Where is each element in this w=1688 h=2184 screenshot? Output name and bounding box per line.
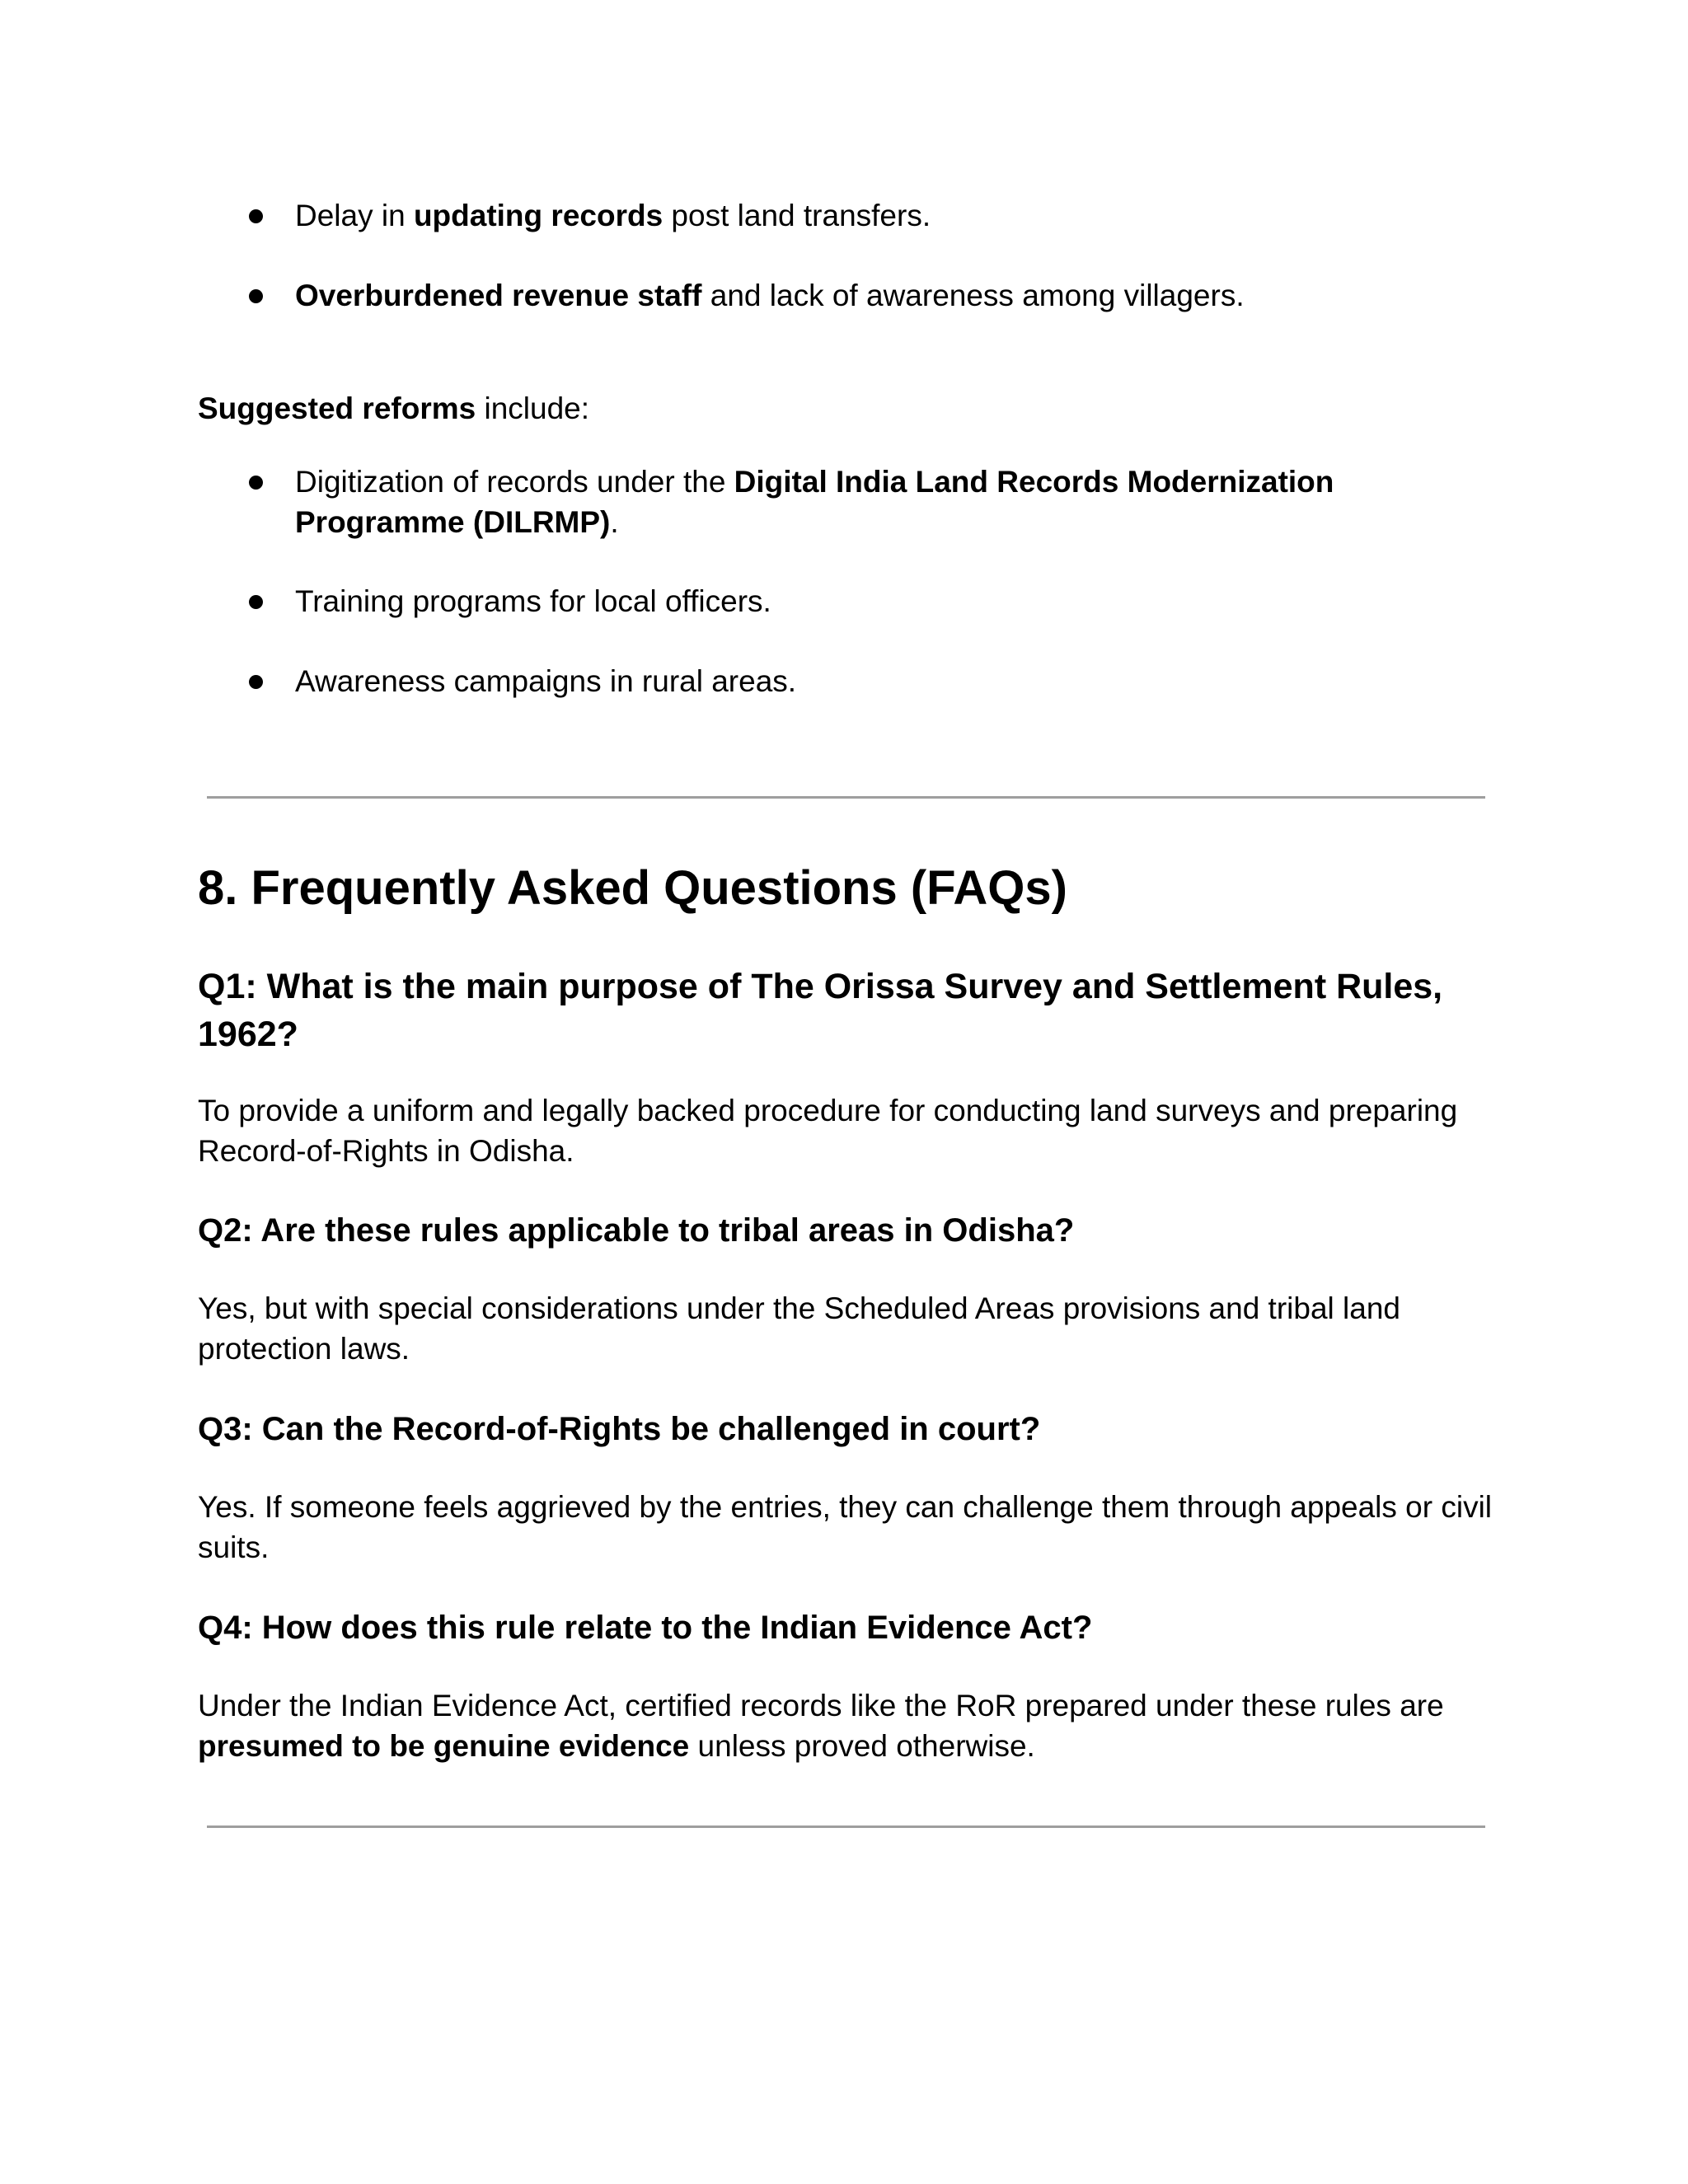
list-item: Overburdened revenue staff and lack of awareness among villagers.	[295, 279, 1245, 312]
list-item: Delay in updating records post land transfers.	[295, 199, 931, 232]
faq-question-continuation: 1962?	[198, 1015, 298, 1054]
bullet-icon	[249, 675, 263, 689]
faq-question: Q2: Are these rules applicable to tribal areas in Odisha?	[198, 1212, 1075, 1249]
faq-answer: To provide a uniform and legally backed procedure for conducting land surveys and preparing	[198, 1094, 1458, 1127]
faq-answer-continuation: protection laws.	[198, 1332, 410, 1366]
section-heading-faq: 8. Frequently Asked Questions (FAQs)	[198, 861, 1067, 915]
bullet-icon	[249, 209, 263, 223]
section-divider	[207, 796, 1485, 799]
faq-question: Q3: Can the Record-of-Rights be challenged in court?	[198, 1411, 1041, 1447]
list-item: Awareness campaigns in rural areas.	[295, 664, 797, 698]
bullet-icon	[249, 289, 263, 303]
list-item: Training programs for local officers.	[295, 584, 771, 618]
section-divider	[207, 1825, 1485, 1828]
faq-question: Q1: What is the main purpose of The Orissa Survey and Settlement Rules,	[198, 967, 1443, 1006]
bullet-icon	[249, 476, 263, 490]
faq-answer: Yes. If someone feels aggrieved by the entries, they can challenge them through appeals or civil	[198, 1490, 1493, 1524]
faq-answer: Under the Indian Evidence Act, certified records like the RoR prepared under these rules are	[198, 1689, 1444, 1722]
faq-question: Q4: How does this rule relate to the Indian Evidence Act?	[198, 1610, 1093, 1646]
faq-answer-continuation: suits.	[198, 1530, 270, 1564]
faq-answer-continuation: Record-of-Rights in Odisha.	[198, 1134, 574, 1168]
faq-answer: Yes, but with special considerations under the Scheduled Areas provisions and tribal land	[198, 1291, 1400, 1325]
list-item: Digitization of records under the Digital India Land Records Modernization	[295, 465, 1334, 499]
faq-answer-continuation: presumed to be genuine evidence unless proved otherwise.	[198, 1729, 1035, 1763]
bullet-icon	[249, 595, 263, 609]
reforms-intro: Suggested reforms include:	[198, 391, 590, 425]
list-item-continuation: Programme (DILRMP).	[295, 505, 619, 539]
